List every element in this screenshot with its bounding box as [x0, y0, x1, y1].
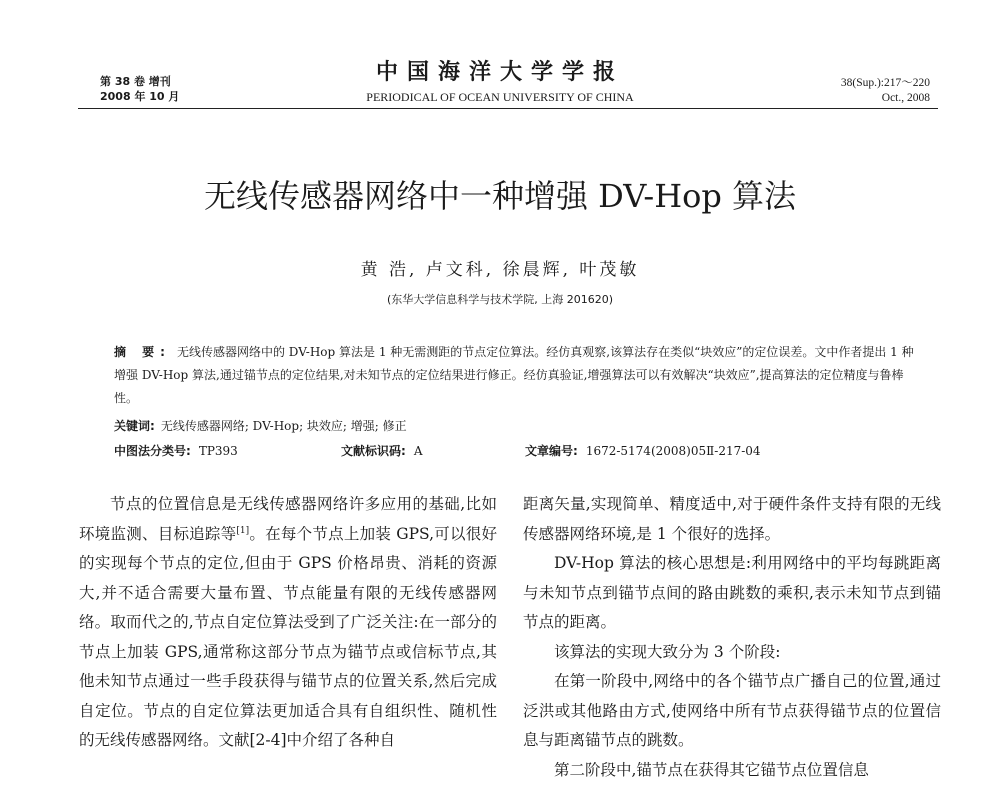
keywords-text: 无线传感器网络; DV-Hop; 块效应; 增强; 修正	[161, 419, 407, 433]
issue-date-en: Oct., 2008	[770, 91, 930, 106]
citation-ref: [1]	[236, 525, 249, 535]
clc-value: TP393	[199, 444, 238, 458]
body-text: 节点的位置信息是无线传感器网络许多应用的基础,比如环境监测、目标追踪等	[79, 495, 497, 543]
body-column-right	[523, 490, 941, 785]
journal-name-cn: 中国海洋大学学报	[290, 60, 710, 86]
body-paragraph: 在第一阶段中,网络中的各个锚节点广播自己的位置,通过泛洪或其他路由方式,使网络中所有节点获得锚节点的位置信息与距离锚节点的跳数。	[523, 667, 941, 756]
volume-issue: 第 38 卷 增刊	[100, 74, 179, 89]
abstract	[114, 341, 914, 410]
body-paragraph: 该算法的实现大致分为 3 个阶段:	[523, 638, 941, 668]
article-number-label: 文章编号:	[525, 444, 578, 458]
article-number-value: 1672-5174(2008)05Ⅱ-217-04	[586, 444, 761, 458]
document-code	[341, 441, 422, 461]
paper-title: 无线传感器网络中一种增强 DV-Hop 算法	[0, 176, 1000, 216]
doc-code-value: A	[414, 444, 423, 458]
issue-date: 2008 年 10 月	[100, 89, 179, 104]
clc-label: 中图法分类号:	[114, 444, 191, 458]
body-paragraph: 距离矢量,实现简单、精度适中,对于硬件条件支持有限的无线传感器网络环境,是 1 个很好的选择。	[523, 490, 941, 549]
page-range-info	[770, 76, 930, 106]
abstract-text: 无线传感器网络中的 DV-Hop 算法是 1 种无需测距的节点定位算法。经仿真观察,该算法存在类似“块效应”的定位误差。文中作者提出 1 种增强 DV-Hop 算法,通过锚节点的定位结果,对未知节点的定位结果进行修正。经仿真验证,增强算法可以有效解决“块效应”,提高算法的定位精度与鲁棒性。	[114, 345, 914, 405]
clc-number	[114, 441, 238, 461]
affiliation: (东华大学信息科学与技术学院, 上海 201620)	[0, 292, 1000, 307]
body-paragraph	[79, 490, 497, 756]
body-paragraph: 第二阶段中,锚节点在获得其它锚节点位置信息	[523, 756, 941, 785]
body-text: 。在每个节点上加装 GPS,可以很好的实现每个节点的定位,但由于 GPS 价格昂贵、消耗的资源大,并不适合需要大量布置、节点能量有限的无线传感器网络。取而代之的,节点自定位算法受到了广泛关注:在一部分的节点上加装 GPS,通常称这部分节点为锚节点或信标节点,其他未知节点通过一些手段获得与锚节点的位置关系,然后完成自定位。节点的自定位算法更加适合具有自组织性、随机性的无线传感器网络。文献[2-4]中介绍了各种自	[79, 525, 497, 750]
doc-code-label: 文献标识码:	[341, 444, 406, 458]
journal-masthead	[290, 60, 710, 105]
body-paragraph: DV-Hop 算法的核心思想是:利用网络中的平均每跳距离与未知节点到锚节点间的路由跳数的乘积,表示未知节点到锚节点的距离。	[523, 549, 941, 638]
page-range: 38(Sup.):217～220	[770, 76, 930, 91]
body-column-left	[79, 490, 497, 756]
keywords	[114, 416, 407, 436]
keywords-label: 关键词:	[114, 419, 155, 433]
article-number	[525, 441, 761, 461]
author-list: 黄 浩, 卢文科, 徐晨辉, 叶茂敏	[0, 259, 1000, 281]
issue-info	[100, 74, 179, 104]
journal-name-en: PERIODICAL OF OCEAN UNIVERSITY OF CHINA	[290, 89, 710, 105]
abstract-label: 摘 要:	[114, 345, 171, 359]
header-rule	[78, 108, 938, 109]
